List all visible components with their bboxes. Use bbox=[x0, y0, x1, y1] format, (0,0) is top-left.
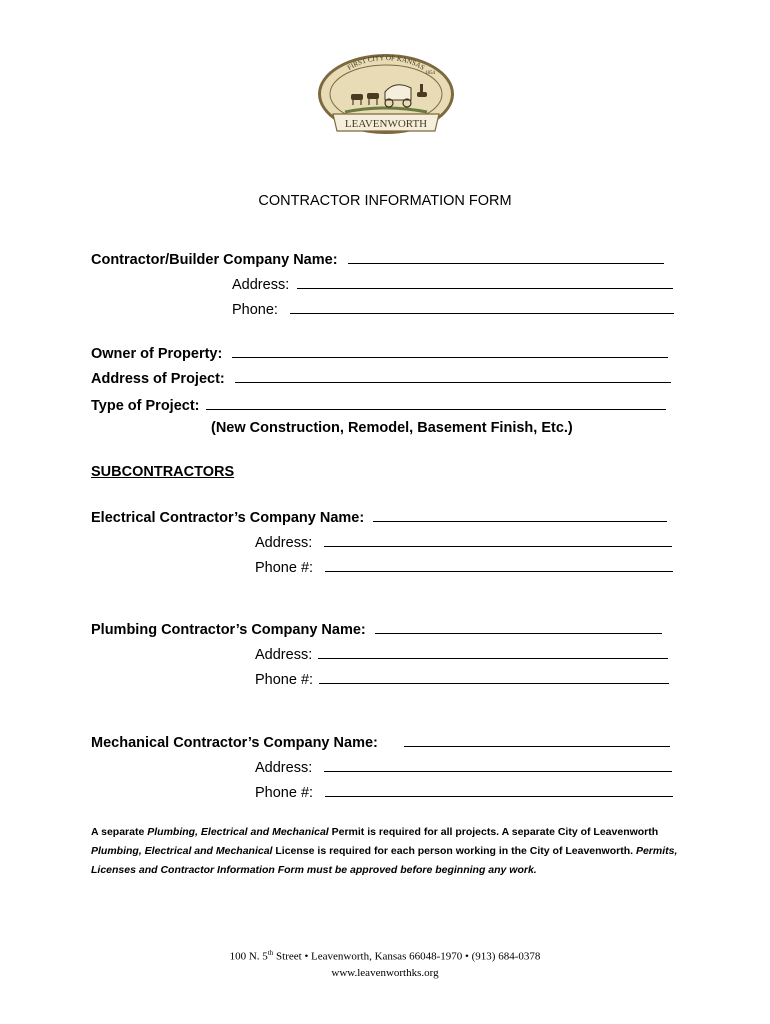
electrical-address-label: Address: bbox=[255, 535, 313, 551]
mechanical-company-row bbox=[91, 733, 670, 751]
owner-field[interactable] bbox=[232, 344, 668, 358]
footer-bullet-1: • bbox=[304, 950, 309, 963]
project-type-row bbox=[91, 396, 666, 414]
electrical-phone-row bbox=[255, 558, 673, 576]
logo-banner-text: LEAVENWORTH bbox=[344, 118, 428, 130]
electrical-company-field[interactable] bbox=[373, 508, 667, 522]
contractor-company-row bbox=[91, 250, 664, 268]
mechanical-phone-row bbox=[255, 783, 673, 801]
electrical-company-label: Electrical Contractor’s Company Name: bbox=[91, 510, 365, 526]
mechanical-address-label: Address: bbox=[255, 760, 313, 776]
electrical-address-row bbox=[255, 533, 672, 551]
project-address-row bbox=[91, 369, 671, 387]
plumbing-address-field[interactable] bbox=[318, 645, 668, 659]
form-title: CONTRACTOR INFORMATION FORM bbox=[258, 193, 512, 209]
contractor-company-label: Contractor/Builder Company Name: bbox=[91, 252, 338, 268]
owner-label: Owner of Property: bbox=[91, 346, 223, 362]
electrical-address-field[interactable] bbox=[324, 533, 672, 547]
electrical-company-row bbox=[91, 508, 667, 526]
footer-website[interactable]: www.leavenworthks.org bbox=[331, 966, 439, 979]
mechanical-company-label: Mechanical Contractor’s Company Name: bbox=[91, 735, 378, 751]
logo-top-text: FIRST CITY OF KANSAS bbox=[345, 53, 427, 72]
note-approval: Permits, Licenses and Contractor Information Form must be approved before beginning any work. bbox=[91, 845, 678, 876]
plumbing-company-field[interactable] bbox=[375, 620, 662, 634]
footer-street-rest: Street bbox=[273, 950, 302, 963]
footer-city: Leavenworth, Kansas 66048-1970 bbox=[311, 950, 463, 963]
city-seal-logo bbox=[315, 52, 457, 136]
mechanical-address-row bbox=[255, 758, 672, 776]
footer-bullet-2: • bbox=[465, 950, 469, 963]
contractor-phone-field[interactable] bbox=[290, 300, 674, 314]
note-trades-1: Plumbing, Electrical and Mechanical bbox=[147, 826, 329, 838]
electrical-phone-field[interactable] bbox=[325, 558, 673, 572]
note-text-3: License is required for each person working in the City of Leavenworth. bbox=[272, 845, 636, 857]
electrical-phone-label: Phone #: bbox=[255, 560, 314, 576]
plumbing-phone-label: Phone #: bbox=[255, 672, 314, 688]
permit-note bbox=[91, 823, 691, 880]
mechanical-address-field[interactable] bbox=[324, 758, 672, 772]
project-type-hint: (New Construction, Remodel, Basement Finish, Etc.) bbox=[211, 420, 573, 436]
plumbing-company-row bbox=[91, 620, 662, 638]
contractor-address-label: Address: bbox=[232, 277, 290, 293]
project-address-field[interactable] bbox=[235, 369, 671, 383]
contractor-phone-row bbox=[232, 300, 674, 318]
note-text-1: A separate bbox=[91, 826, 148, 838]
project-type-label: Type of Project: bbox=[91, 398, 200, 414]
footer-phone: (913) 684-0378 bbox=[471, 950, 541, 963]
plumbing-address-label: Address: bbox=[255, 647, 313, 663]
mechanical-company-field[interactable] bbox=[404, 733, 670, 747]
footer bbox=[0, 945, 770, 981]
footer-street-sup: th bbox=[267, 949, 274, 957]
logo-year: 1854 bbox=[425, 71, 435, 76]
mechanical-phone-field[interactable] bbox=[325, 783, 673, 797]
plumbing-address-row bbox=[255, 645, 668, 663]
contractor-address-row bbox=[232, 275, 673, 293]
plumbing-company-label: Plumbing Contractor’s Company Name: bbox=[91, 622, 366, 638]
contractor-phone-label: Phone: bbox=[232, 302, 278, 318]
footer-street-num: 100 N. 5 bbox=[229, 950, 268, 963]
contractor-address-field[interactable] bbox=[297, 275, 673, 289]
subcontractors-heading: SUBCONTRACTORS bbox=[91, 464, 235, 480]
owner-row bbox=[91, 344, 668, 362]
note-text-2: Permit is required for all projects. A separate City of Leavenworth bbox=[328, 826, 659, 838]
contractor-company-field[interactable] bbox=[348, 250, 664, 264]
footer-address-line bbox=[0, 945, 770, 965]
note-trades-2: Plumbing, Electrical and Mechanical bbox=[91, 845, 273, 857]
project-type-field[interactable] bbox=[206, 396, 666, 410]
plumbing-phone-row bbox=[255, 670, 669, 688]
plumbing-phone-field[interactable] bbox=[319, 670, 669, 684]
mechanical-phone-label: Phone #: bbox=[255, 785, 314, 801]
project-address-label: Address of Project: bbox=[91, 371, 225, 387]
